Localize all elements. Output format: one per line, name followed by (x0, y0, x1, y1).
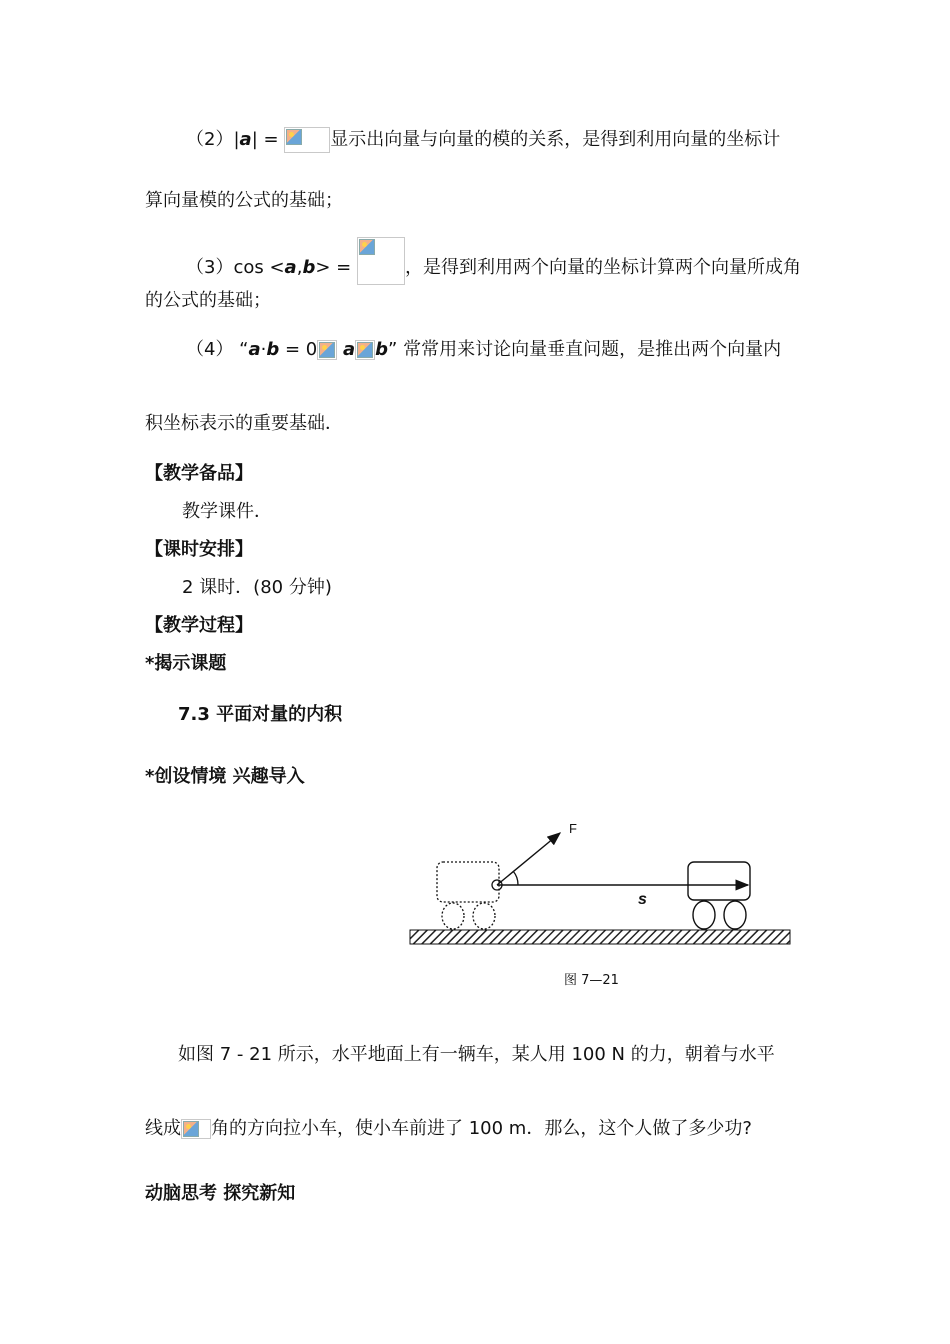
force-label: F (569, 821, 577, 836)
item-2-text: 显示出向量与向量的模的关系，是得到利用向量的坐标计 (330, 129, 781, 150)
broken-image-icon (355, 340, 375, 360)
final-cart-wheel (693, 901, 715, 929)
vector-b: b (375, 339, 389, 360)
cart-force-diagram (400, 812, 800, 952)
item-4-text: ” 常常用来讨论向量垂直问题，是推出两个向量内 (388, 339, 782, 360)
problem-line-2: 线成 角的方向拉小车，使小车前进了 100 m．那么，这个人做了多少功? (145, 1118, 752, 1139)
vector-b: b (266, 339, 280, 360)
scenario-heading: *创设情境 兴趣导入 (145, 766, 305, 787)
angle-arc (513, 871, 518, 885)
initial-cart-wheel (473, 903, 495, 929)
force-vector (497, 833, 560, 885)
figure-caption: 图 7—21 (564, 973, 619, 988)
broken-image-icon (317, 340, 337, 360)
item-4-line-2: 积坐标表示的重要基础． (145, 413, 343, 434)
item-3-line-1: （3）cos <a,b> = ，是得到利用两个向量的坐标计算两个向量所成角 (186, 237, 801, 285)
schedule-body: 2 课时．(80 分钟) (182, 577, 332, 598)
final-cart-wheel (724, 901, 746, 929)
broken-image-icon (181, 1119, 211, 1139)
vector-a: a (284, 257, 297, 278)
problem-line-1: 如图 7 - 21 所示，水平地面上有一辆车，某人用 100 N 的力，朝着与水平 (178, 1044, 775, 1065)
ground (410, 930, 790, 944)
process-heading: 【教学过程】 (145, 615, 253, 636)
item-3-text: ，是得到利用两个向量的坐标计算两个向量所成角 (404, 257, 801, 278)
vector-b: b (302, 257, 316, 278)
prep-body: 教学课件． (182, 501, 272, 522)
item-3-line-2: 的公式的基础； (145, 290, 271, 311)
item-4-line-1: （4） “a·b = 0 a b” 常常用来讨论向量垂直问题，是推出两个向量内 (186, 339, 782, 360)
final-cart-body (688, 862, 750, 900)
initial-cart-wheel (442, 903, 464, 929)
lesson-title: 7.3 平面对量的内积 (178, 704, 343, 725)
vector-a: a (248, 339, 261, 360)
vector-a: a (343, 339, 356, 360)
item-2-line-2: 算向量模的公式的基础； (145, 190, 343, 211)
reveal-heading: *揭示课题 (145, 653, 227, 674)
schedule-heading: 【课时安排】 (145, 539, 253, 560)
broken-image-icon (284, 127, 330, 153)
item-2-line-1: （2）|a| = 显示出向量与向量的模的关系，是得到利用向量的坐标计 (186, 127, 780, 153)
initial-cart-body (437, 862, 499, 902)
prep-heading: 【教学备品】 (145, 463, 253, 484)
think-heading: 动脑思考 探究新知 (145, 1183, 296, 1204)
vector-a: a (239, 129, 252, 150)
broken-image-icon (357, 237, 405, 285)
displacement-label: s (638, 891, 647, 908)
